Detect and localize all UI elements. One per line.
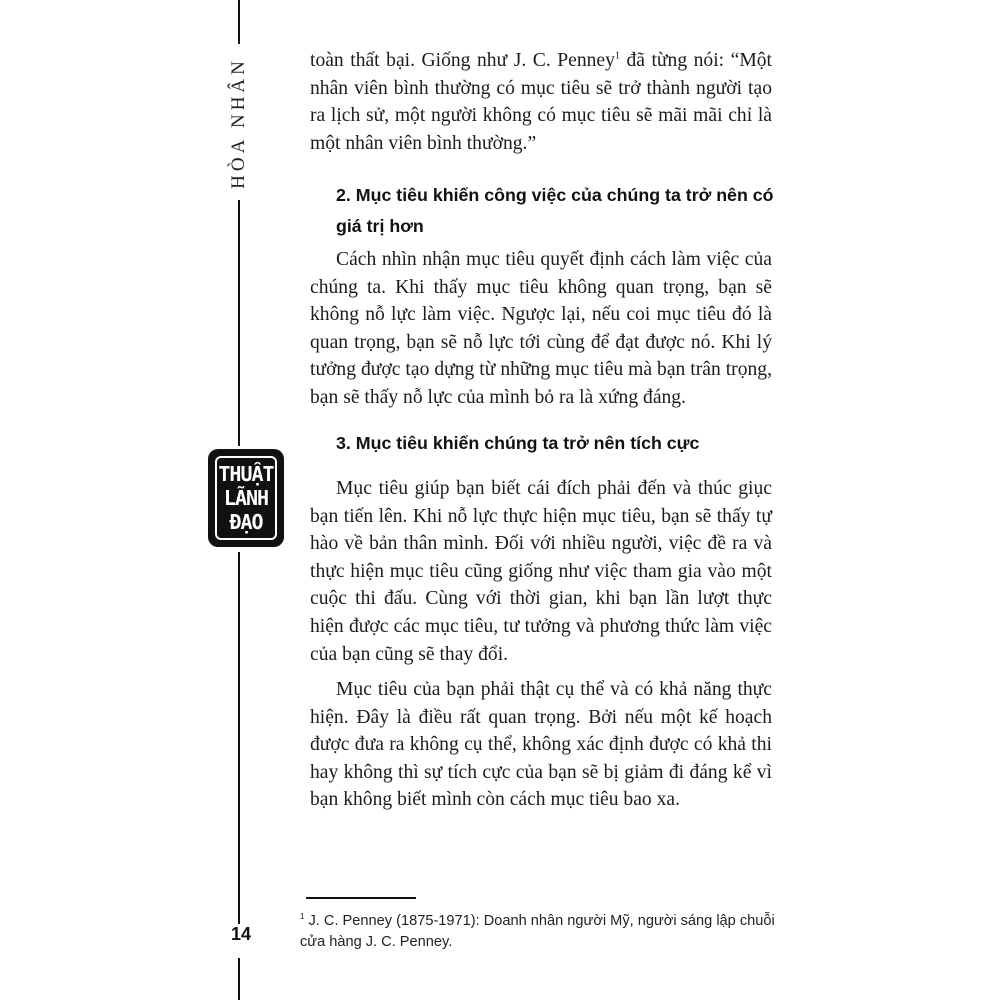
body-column-2 (310, 246, 772, 412)
margin-rule-top (238, 0, 240, 44)
heading-2: 2. Mục tiêu khiến công việc của chúng ta trở nên có giá trị hơn (336, 185, 774, 236)
logo-line-3: ĐẠO (229, 510, 263, 534)
footnote-text: J. C. Penney (1875-1971): Doanh nhân người Mỹ, người sáng lập chuỗi cửa hàng J. C. Penney. (300, 913, 775, 950)
paragraph-1-part-a: toàn thất bại. Giống như J. C. Penney (310, 50, 615, 71)
logo-line-2: LÃNH (223, 486, 269, 510)
footnote-ref: 1 (614, 50, 620, 62)
body-column-4 (310, 676, 772, 814)
margin-author (224, 50, 254, 196)
footnote-marker: 1 (300, 912, 305, 922)
paragraph-1-part-b: đã từng nói: “Một nhân viên bình thường có mục tiêu sẽ trở thành người tạo ra lịch sử, một người không có mục tiêu sẽ mãi mãi chỉ là một nhân viên bình thường.” (310, 50, 772, 154)
margin-rule-lower (238, 552, 240, 924)
paragraph-3: Mục tiêu giúp bạn biết cái đích phải đến và thúc giục bạn tiến lên. Khi nỗ lực thực hiện mục tiêu, bạn sẽ thấy tự hào về bản thân mình. Đối với nhiều người, việc đề ra và thực hiện mục tiêu cũng giống như việc tham gia vào một cuộc thi đấu. Cùng với thời gian, khi bạn lần lượt thực hiện được các mục tiêu, tư tưởng và phương thức làm việc của bạn cũng sẽ thay đổi. (310, 478, 772, 665)
author-name: HÒA NHÂN (228, 57, 249, 189)
book-logo (208, 449, 284, 547)
heading-3: 3. Mục tiêu khiến chúng ta trở nên tích cực (336, 433, 700, 453)
page-number: 14 (230, 924, 252, 944)
body-column-3 (310, 475, 772, 668)
book-logo-frame (215, 456, 277, 540)
footnote-rule (306, 897, 416, 899)
footnote (300, 911, 780, 953)
margin-rule-bottom (238, 958, 240, 1000)
paragraph-1 (310, 47, 772, 157)
margin-rule-middle (238, 200, 240, 446)
paragraph-4: Mục tiêu của bạn phải thật cụ thể và có khả năng thực hiện. Đây là điều rất quan trọng. Bởi nếu một kế hoạch được đưa ra không cụ thể, không xác định được có khả thi hay không thì sự tích cực của bạn sẽ bị giảm đi đáng kể vì bạn không biết mình còn cách mục tiêu bao xa. (310, 679, 772, 811)
logo-line-1: THUẬT (218, 462, 274, 486)
paragraph-2: Cách nhìn nhận mục tiêu quyết định cách làm việc của chúng ta. Khi thấy mục tiêu không quan trọng, bạn sẽ không nỗ lực làm việc. Ngược lại, nếu coi mục tiêu đó là quan trọng, bạn sẽ nỗ lực tới cùng để đạt được nó. Khi lý tưởng được tạo dựng từ những mục tiêu mà bạn trân trọng, bạn sẽ thấy nỗ lực của mình bỏ ra là xứng đáng. (310, 249, 772, 408)
